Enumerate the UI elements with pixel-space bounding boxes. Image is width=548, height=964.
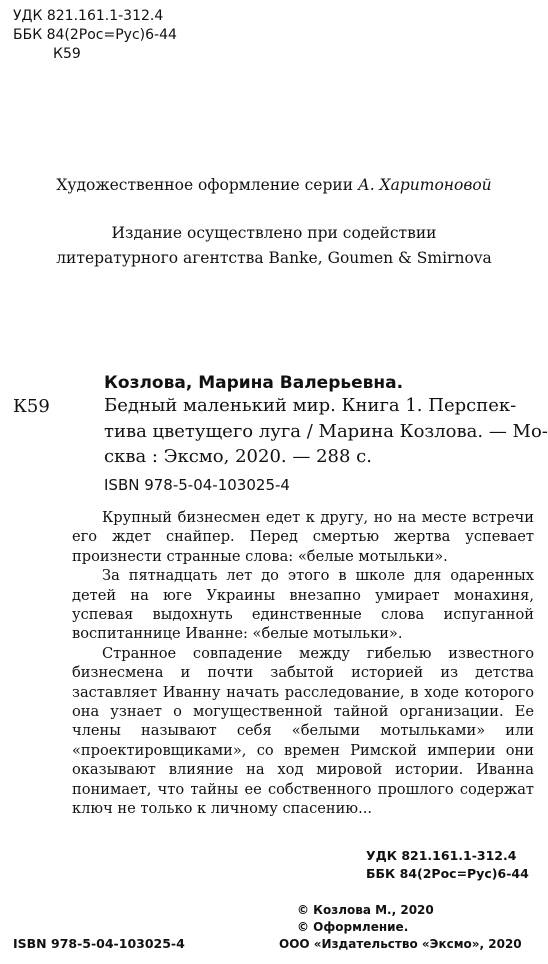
annotation-paragraph-3: Странное совпадение между гибелью известного бизнесмена и почти забытой историей из детства заставляет Иванну начать расследование, в ходе которого она узнает о могущественной тайной организации. Ее члены называют себя «белыми мотыльками» или «проектировщиками», со времен Римской империи они оказывают влияние на ход мировой истории. Иванна понимает, что тайны ее собственного прошлого содержат ключ не только к личному спасению...	[72, 644, 534, 818]
designer-name: А. Харитоновой	[357, 176, 492, 194]
isbn-bottom: ISBN 978-5-04-103025-4	[13, 936, 185, 951]
title-line-3: сква : Эксмо, 2020. — 288 с.	[104, 446, 372, 467]
annotation-paragraph-2: За пятнадцать лет до этого в школе для одаренных детей на юге Украины внезапно умирает монахиня, успевая выдохнуть единственные слова испуганной воспитаннице Иванне: «белые мотыльки».	[72, 567, 534, 643]
support-credit-line-1: Издание осуществлено при содействии	[111, 224, 437, 242]
copyright-publisher: ООО «Издательство «Эксмо», 2020	[279, 937, 522, 951]
udk-code: УДК 821.161.1-312.4	[13, 8, 164, 24]
copyright-block	[279, 902, 522, 953]
bibliographic-title	[104, 393, 548, 470]
bibliographic-author: Козлова, Марина Валерьевна.	[104, 373, 404, 393]
title-line-1: Бедный маленький мир. Книга 1. Перспек-	[104, 395, 517, 416]
isbn-line: ISBN 978-5-04-103025-4	[104, 476, 290, 494]
title-line-2: тива цветущего луга / Марина Козлова. — Мо-	[104, 420, 548, 442]
design-credit-prefix: Художественное оформление серии	[56, 176, 358, 194]
annotation-paragraph-1: Крупный бизнесмен едет к другу, но на месте встречи его ждет снайпер. Перед смертью жертва успевает произнести странные слова: «белые мотыльки».	[72, 509, 534, 565]
design-credit	[0, 176, 548, 194]
copyright-design: © Оформление.	[297, 920, 409, 934]
copyright-author: © Козлова М., 2020	[297, 903, 434, 917]
support-credit-line-2: литературного агентства Banke, Goumen & Smirnova	[56, 249, 492, 267]
bottom-classification-codes	[366, 847, 529, 883]
bottom-udk-code: УДК 821.161.1-312.4	[366, 848, 517, 863]
support-credit	[0, 221, 548, 271]
bibliographic-mark: К59	[13, 396, 50, 417]
author-mark: К59	[53, 46, 81, 62]
bottom-bbk-code: ББК 84(2Рос=Рус)6-44	[366, 866, 529, 881]
bbk-code: ББК 84(2Рос=Рус)6-44	[13, 27, 177, 43]
top-classification-codes	[13, 7, 177, 64]
annotation	[72, 508, 534, 819]
